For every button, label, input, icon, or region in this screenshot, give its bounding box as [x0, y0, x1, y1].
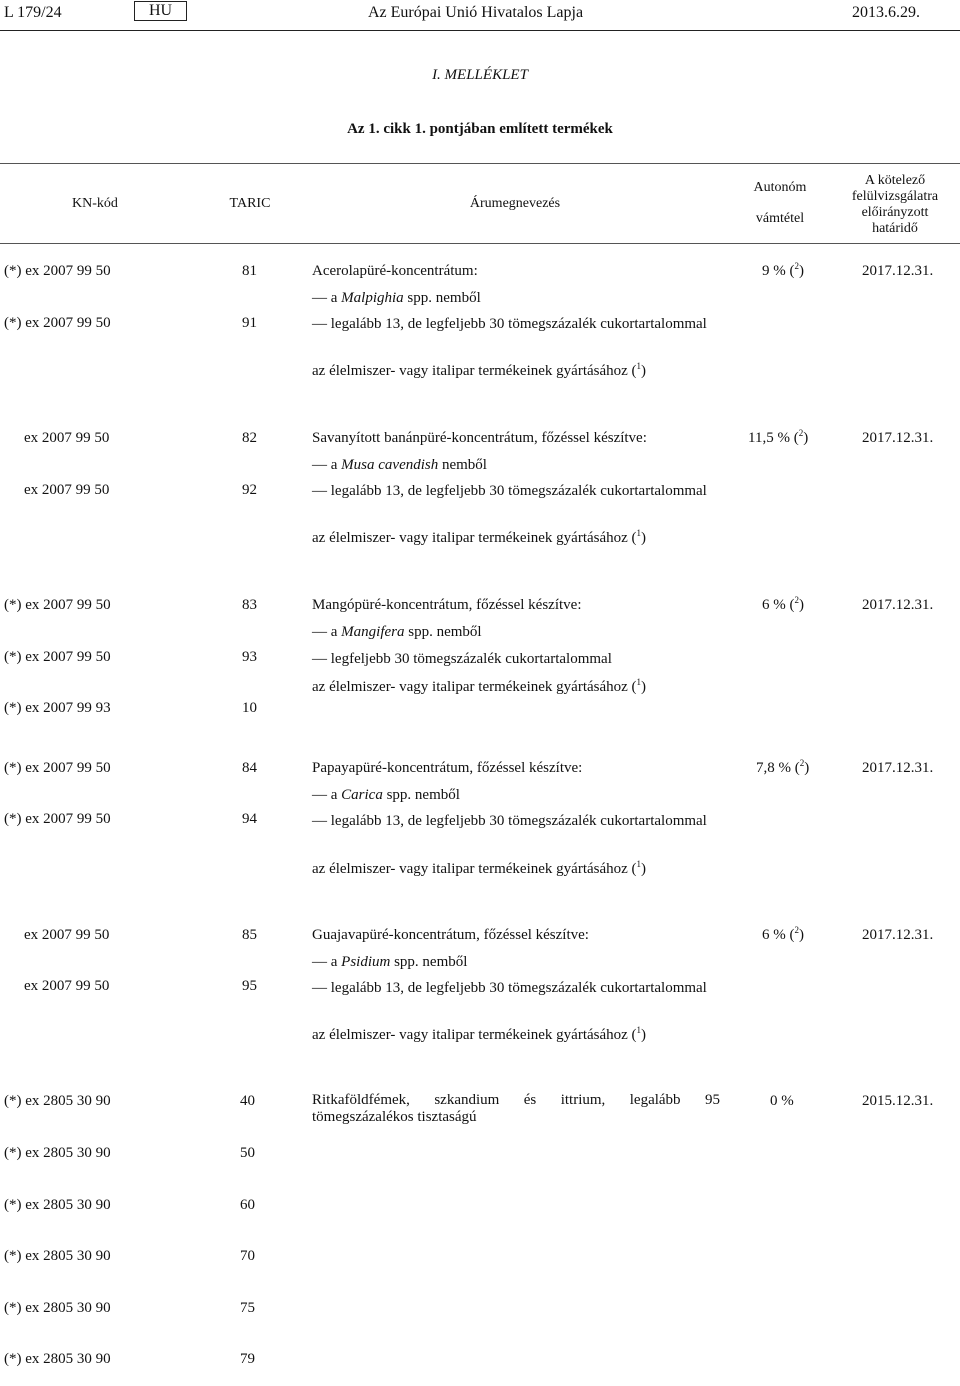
review-date: 2017.12.31. [862, 263, 934, 279]
duty-rate: 0 % [770, 1093, 794, 1109]
col-header-description: Árumegnevezés [469, 196, 561, 211]
header-divider [0, 30, 960, 31]
species-condition: — a Musa cavendish nemből [312, 457, 487, 473]
product-description: Ritkaföldfémek, szkandium és ittrium, legalább 95 tömegszázalékos tisztaságú [312, 1092, 720, 1125]
kn-code: (*) ex 2007 99 93 [4, 700, 111, 716]
taric-code: 50 [240, 1145, 255, 1161]
end-use-condition: az élelmiszer- vagy italipar termékeinek gyártásához ($^1$) [312, 677, 647, 695]
end-use-condition: az élelmiszer- vagy italipar termékeinek gyártásához ($^1$) [312, 528, 647, 546]
taric-code: 83 [242, 597, 257, 613]
footnote-ref: 1 [636, 528, 642, 538]
page-number: L 179/24 [4, 4, 62, 21]
sugar-condition: — legalább 13, de legfeljebb 30 tömegszázalék cukortartalommal [312, 316, 707, 332]
footnote-ref: 1 [636, 1025, 642, 1035]
duty-rate: 7,8 % ($^2$) [756, 758, 810, 776]
sugar-condition: — legfeljebb 30 tömegszázalék cukortartalommal [312, 651, 612, 667]
language-badge: HU [134, 1, 187, 21]
review-date: 2017.12.31. [862, 927, 934, 943]
publication-date: 2013.6.29. [852, 4, 920, 21]
col-header-taric: TARIC [229, 196, 271, 211]
footnote-ref: 2 [794, 595, 799, 605]
taric-code: 93 [242, 649, 257, 665]
review-date: 2017.12.31. [862, 597, 934, 613]
col-header-review-line3: előirányzott [861, 205, 929, 220]
annex-title: Az 1. cikk 1. pontjában említett termékek [347, 121, 613, 137]
table-top-rule [0, 163, 960, 164]
taric-code: 92 [242, 482, 257, 498]
review-date: 2017.12.31. [862, 760, 934, 776]
journal-title: Az Európai Unió Hivatalos Lapja [368, 4, 584, 21]
duty-rate: 11,5 % ($^2$) [748, 428, 809, 446]
taric-code: 70 [240, 1248, 255, 1264]
review-date: 2015.12.31. [862, 1093, 934, 1109]
footnote-ref: 2 [798, 428, 804, 438]
kn-code: ex 2007 99 50 [24, 482, 110, 498]
kn-code: (*) ex 2007 99 50 [4, 597, 111, 613]
footnote-ref: 1 [636, 677, 642, 687]
kn-code: (*) ex 2805 30 90 [4, 1197, 111, 1213]
product-description: Guajavapüré-koncentrátum, főzéssel készítve: [312, 927, 589, 943]
kn-code: ex 2007 99 50 [24, 927, 110, 943]
sugar-condition: — legalább 13, de legfeljebb 30 tömegszázalék cukortartalommal [312, 980, 707, 996]
kn-code: (*) ex 2805 30 90 [4, 1351, 111, 1367]
product-description: Papayapüré-koncentrátum, főzéssel készítve: [312, 760, 583, 776]
taric-code: 79 [240, 1351, 255, 1367]
kn-code: (*) ex 2805 30 90 [4, 1093, 111, 1109]
col-header-kn-code: KN-kód [72, 196, 118, 211]
footnote-ref: 2 [794, 261, 799, 271]
taric-code: 60 [240, 1197, 255, 1213]
annex-heading: I. MELLÉKLET [432, 67, 528, 83]
taric-code: 40 [240, 1093, 255, 1109]
duty-rate: 9 % ($^2$) [762, 261, 804, 279]
taric-code: 84 [242, 760, 257, 776]
species-condition: — a Psidium spp. nemből [312, 954, 468, 970]
species-condition: — a Mangifera spp. nemből [312, 624, 482, 640]
footnote-ref: 2 [799, 758, 805, 768]
col-header-rate-line1: Autonóm [753, 180, 807, 195]
taric-code: 81 [242, 263, 257, 279]
duty-rate: 6 % ($^2$) [762, 925, 804, 943]
kn-code: (*) ex 2007 99 50 [4, 811, 111, 827]
kn-code: (*) ex 2805 30 90 [4, 1248, 111, 1264]
kn-code: (*) ex 2007 99 50 [4, 760, 111, 776]
end-use-condition: az élelmiszer- vagy italipar termékeinek gyártásához ($^1$) [312, 1025, 647, 1043]
end-use-condition: az élelmiszer- vagy italipar termékeinek gyártásához ($^1$) [312, 859, 647, 877]
kn-code: (*) ex 2805 30 90 [4, 1145, 111, 1161]
product-description: Acerolapüré-koncentrátum: [312, 263, 478, 279]
taric-code: 94 [242, 811, 257, 827]
col-header-review-line1: A kötelező [864, 173, 926, 188]
species-condition: — a Malpighia spp. nemből [312, 290, 481, 306]
table-header-rule [0, 243, 960, 244]
page-header [0, 0, 960, 32]
taric-code: 75 [240, 1300, 255, 1316]
sugar-condition: — legalább 13, de legfeljebb 30 tömegszázalék cukortartalommal [312, 813, 707, 829]
taric-code: 82 [242, 430, 257, 446]
kn-code: (*) ex 2007 99 50 [4, 315, 111, 331]
kn-code: ex 2007 99 50 [24, 978, 110, 994]
duty-rate: 6 % ($^2$) [762, 595, 804, 613]
taric-code: 91 [242, 315, 257, 331]
footnote-ref: 1 [636, 361, 642, 371]
end-use-condition: az élelmiszer- vagy italipar termékeinek gyártásához ($^1$) [312, 361, 647, 379]
sugar-condition: — legalább 13, de legfeljebb 30 tömegszázalék cukortartalommal [312, 483, 707, 499]
col-header-review-line4: határidő [872, 221, 918, 236]
taric-code: 10 [242, 700, 257, 716]
footnote-ref: 2 [794, 925, 799, 935]
kn-code: (*) ex 2007 99 50 [4, 263, 111, 279]
species-condition: — a Carica spp. nemből [312, 787, 460, 803]
col-header-rate-line2: vámtétel [755, 211, 805, 226]
product-description: Savanyított banánpüré-koncentrátum, főzéssel készítve: [312, 430, 647, 446]
footnote-ref: 1 [636, 859, 642, 869]
taric-code: 85 [242, 927, 257, 943]
col-header-review-line2: felülvizsgálatra [851, 189, 939, 204]
review-date: 2017.12.31. [862, 430, 934, 446]
kn-code: (*) ex 2805 30 90 [4, 1300, 111, 1316]
kn-code: ex 2007 99 50 [24, 430, 110, 446]
kn-code: (*) ex 2007 99 50 [4, 649, 111, 665]
product-description: Mangópüré-koncentrátum, főzéssel készítve: [312, 597, 582, 613]
taric-code: 95 [242, 978, 257, 994]
